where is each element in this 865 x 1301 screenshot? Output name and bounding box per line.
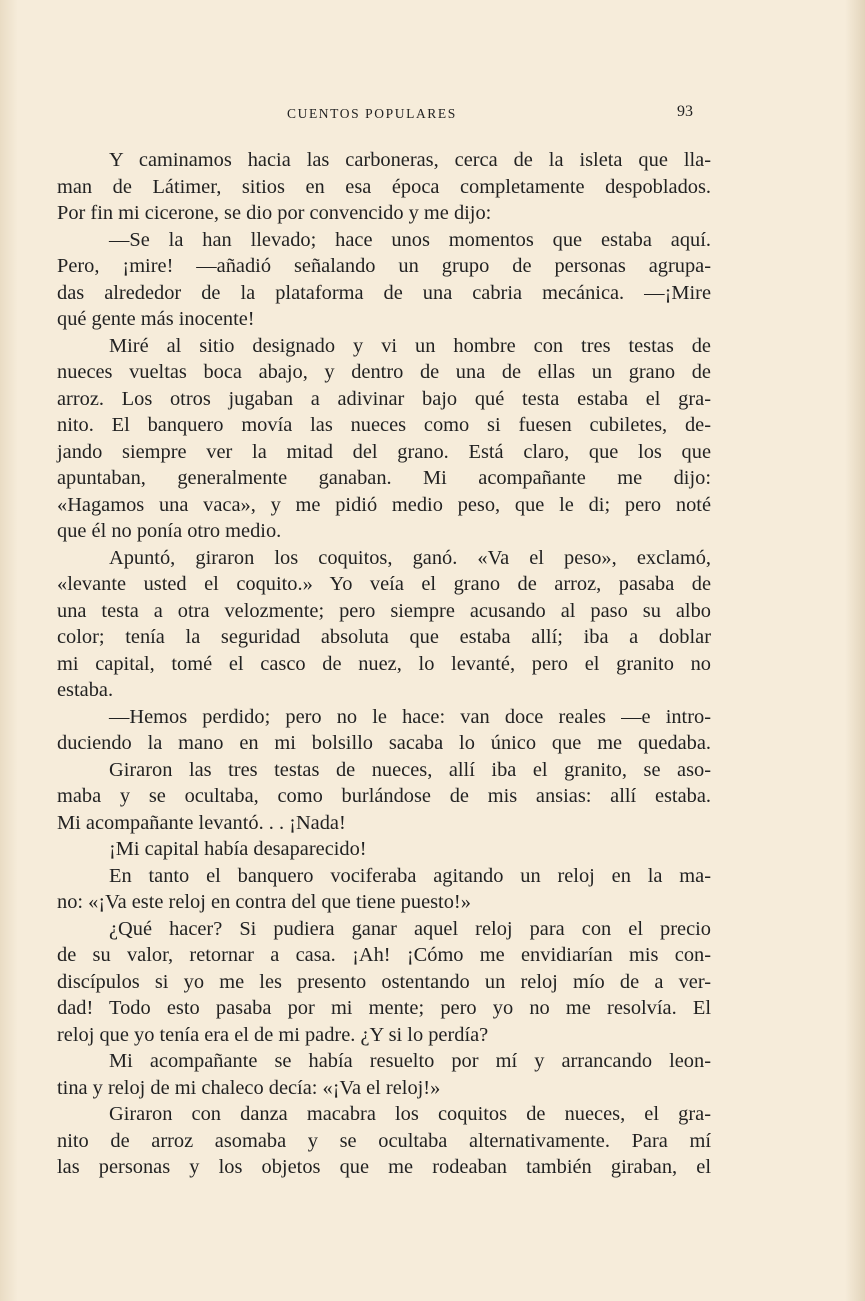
text-line: de su valor, retornar a casa. ¡Ah! ¡Cómo me envidiarían mis con-	[57, 944, 711, 966]
text-line: no: «¡Va este reloj en contra del que tiene puesto!»	[57, 891, 471, 913]
text-line: das alrededor de la plataforma de una cabria mecánica. —¡Mire	[57, 281, 711, 304]
text-line: ¡Mi capital había desaparecido!	[109, 838, 367, 860]
text-line: nito. El banquero movía las nueces como si fuesen cubiletes, de-	[57, 414, 711, 436]
text-line: maba y se ocultaba, como burlándose de mis ansias: allí estaba.	[57, 785, 711, 807]
text-line: nueces vueltas boca abajo, y dentro de una de ellas un grano de	[57, 361, 711, 383]
text-line: color; tenía la seguridad absoluta que estaba allí; iba a doblar	[57, 626, 711, 648]
text-line: Y caminamos hacia las carboneras, cerca de la isleta que lla-	[109, 149, 711, 171]
text-line: Mi acompañante se había resuelto por mí y arrancando leon-	[109, 1050, 711, 1072]
text-line: man de Látimer, sitios en esa época completamente despoblados.	[57, 175, 711, 198]
running-header	[0, 103, 865, 126]
text-line: ¿Qué hacer? Si pudiera ganar aquel reloj para con el precio	[109, 917, 711, 940]
text-line: En tanto el banquero vociferaba agitando un reloj en la ma-	[109, 864, 711, 887]
text-line: Miré al sitio designado y vi un hombre con tres testas de	[109, 334, 711, 357]
text-line: duciendo la mano en mi bolsillo sacaba lo único que me quedaba.	[57, 732, 711, 754]
text-line: Mi acompañante levantó. . . ¡Nada!	[57, 811, 346, 834]
text-line: mi capital, tomé el casco de nuez, lo levanté, pero el granito no	[57, 652, 711, 675]
text-line: dad! Todo esto pasaba por mi mente; pero yo no me resolvía. El	[57, 997, 711, 1019]
text-line: las personas y los objetos que me rodeaban también giraban, el	[57, 1156, 711, 1178]
text-line: apuntaban, generalmente ganaban. Mi acompañante me dijo:	[57, 467, 711, 489]
text-line: Giraron con danza macabra los coquitos de nueces, el gra-	[109, 1103, 711, 1125]
text-line: nito de arroz asomaba y se ocultaba alternativamente. Para mí	[57, 1129, 711, 1152]
text-line: que él no ponía otro medio.	[57, 520, 282, 542]
text-line: Apuntó, giraron los coquitos, ganó. «Va el peso», exclamó,	[109, 546, 711, 569]
text-line: jando siempre ver la mitad del grano. Está claro, que los que	[57, 440, 711, 463]
text-line: estaba.	[57, 679, 114, 701]
text-line: Por fin mi cicerone, se dio por convencido y me dijo:	[57, 202, 492, 224]
text-line: «Hagamos una vaca», y me pidió medio peso, que le di; pero noté	[57, 493, 711, 516]
text-line: discípulos si yo me les presento ostentando un reloj mío de a ver-	[57, 970, 711, 993]
text-line: —Se la han llevado; hace unos momentos que estaba aquí.	[109, 228, 711, 251]
running-title: CUENTOS POPULARES	[287, 106, 457, 121]
text-line: tina y reloj de mi chaleco decía: «¡Va el reloj!»	[57, 1076, 441, 1099]
text-line: arroz. Los otros jugaban a adivinar bajo qué testa estaba el gra-	[57, 387, 711, 410]
text-line: «levante usted el coquito.» Yo veía el grano de arroz, pasaba de	[57, 573, 711, 595]
text-line: reloj que yo tenía era el de mi padre. ¿Y si lo perdía?	[57, 1023, 489, 1046]
text-line: Giraron las tres testas de nueces, allí iba el granito, se aso-	[109, 758, 711, 781]
text-line: qué gente más inocente!	[57, 308, 255, 330]
text-line: Pero, ¡mire! —añadió señalando un grupo de personas agrupa-	[57, 255, 711, 277]
body-text	[57, 147, 711, 1181]
text-line: una testa a otra velozmente; pero siempre acusando al paso su albo	[57, 599, 711, 622]
page-number: 93	[677, 103, 693, 120]
text-line: —Hemos perdido; pero no le hace: van doce reales —e intro-	[109, 705, 711, 728]
